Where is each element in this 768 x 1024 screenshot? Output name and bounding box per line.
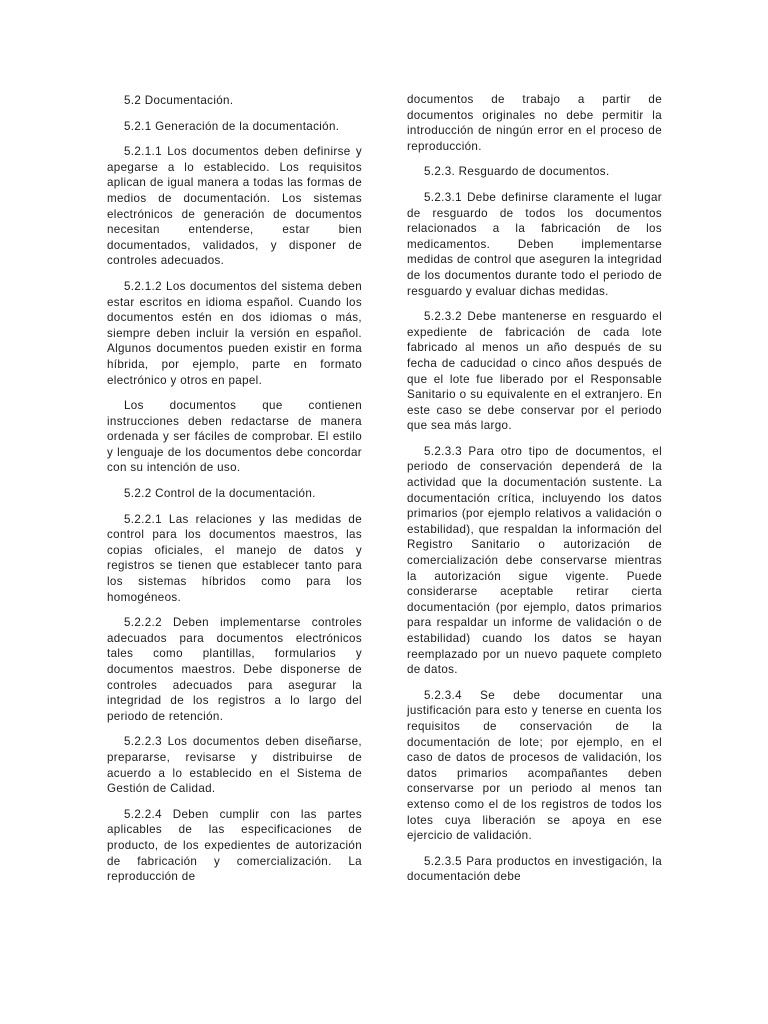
paragraph-5-2-3-4: 5.2.3.4 Se debe documentar una justificación para esto y tenerse en cuenta los requisitos de conservación de la documentación de lote; por ejemplo, en el caso de datos de procesos de validación, los datos primarios acompañantes deben conservarse por un periodo al menos tan extenso como el de los registros de todos los lotes cuya liberación se apoya en ese ejercicio de validación. — [407, 688, 662, 843]
paragraph-continuation: documentos de trabajo a partir de documentos originales no debe permitir la introducción de ningún error en el proceso de reproducción. — [407, 93, 662, 153]
paragraph-5-2-1-2: 5.2.1.2 Los documentos del sistema deben estar escritos en idioma español. Cuando los documentos estén en dos idiomas o más, siempre deben incluir la versión en español. Algunos documentos pueden existir en forma híbrida, por ejemplo, parte en formato electrónico y otros en papel. — [107, 279, 362, 387]
paragraph-5-2-3-2: 5.2.3.2 Debe mantenerse en resguardo el expediente de fabricación de cada lote fabricado al menos un año después de su fecha de caducidad o cinco años después de que el lote fue liberado por el Responsable Sanitario o su equivalente en el extranjero. En este caso se debe conservar por el periodo que sea más largo. — [407, 310, 662, 433]
paragraph-5-2-2-3: 5.2.2.3 Los documentos deben diseñarse, prepararse, revisarse y distribuirse de acuerdo a lo establecido en el Sistema de Gestión de Calidad. — [107, 735, 362, 796]
subsection-heading-generacion: 5.2.1 Generación de la documentación. — [124, 119, 340, 133]
paragraph-5-2-1-1: 5.2.1.1 Los documentos deben definirse y apegarse a lo establecido. Los requisitos aplican de igual manera a todas las formas de medios de documentación. Los sistemas electrónicos de generación de documentos necesitan entenderse, estar bien documentados, validados, y disponer de controles adecuados. — [107, 145, 362, 268]
section-heading-documentacion: 5.2 Documentación. — [124, 94, 234, 107]
paragraph-5-2-3-3: 5.2.3.3 Para otro tipo de documentos, el periodo de conservación dependerá de la actividad que la documentación sustente. La documentación crítica, incluyendo los datos primarios (por ejemplo relativos a validación o estabilidad), que respaldan la información del Registro Sanitario o autorización de comercialización debe conservarse mientras la autorización sigue vigente. Puede considerarse aceptable retirar cierta documentación (por ejemplo, datos primarios para respaldar un informe de validación o de estabilidad) cuando los datos se hayan reemplazado por un nuevo paquete completo de datos. — [407, 444, 662, 677]
subsection-heading-control: 5.2.2 Control de la documentación. — [124, 487, 316, 501]
subsection-heading-resguardo: 5.2.3. Resguardo de documentos. — [424, 165, 610, 179]
paragraph-5-2-3-1: 5.2.3.1 Debe definirse claramente el lugar de resguardo de todos los documentos relacionados a la fabricación de los medicamentos. Deben implementarse medidas de control que aseguren la integridad de los documentos durante todo el periodo de resguardo y evaluar dichas medidas. — [407, 190, 662, 298]
paragraph-5-2-2-2: 5.2.2.2 Deben implementarse controles adecuados para documentos electrónicos tales como plantillas, formularios y documentos maestros. Debe disponerse de controles adecuados para asegurar la integridad de los registros a lo largo del periodo de retención. — [107, 616, 362, 723]
paragraph-5-2-2-4: 5.2.2.4 Deben cumplir con las partes aplicables de las especificaciones de producto, de los expedientes de autorización de fabricación y comercialización. La reproducción de — [107, 807, 362, 884]
left-text-column — [107, 93, 362, 895]
paragraph-5-2-3-5: 5.2.3.5 Para productos en investigación, la documentación debe — [407, 854, 662, 884]
paragraph-instrucciones: Los documentos que contienen instrucciones deben redactarse de manera ordenada y ser fáciles de comprobar. El estilo y lenguaje de los documentos debe concordar con su intención de uso. — [107, 399, 362, 475]
paragraph-5-2-2-1: 5.2.2.1 Las relaciones y las medidas de control para los documentos maestros, las copias oficiales, el manejo de datos y registros se tienen que establecer tanto para los sistemas híbridos como para los homogéneos. — [107, 512, 362, 604]
right-text-column — [407, 92, 662, 895]
